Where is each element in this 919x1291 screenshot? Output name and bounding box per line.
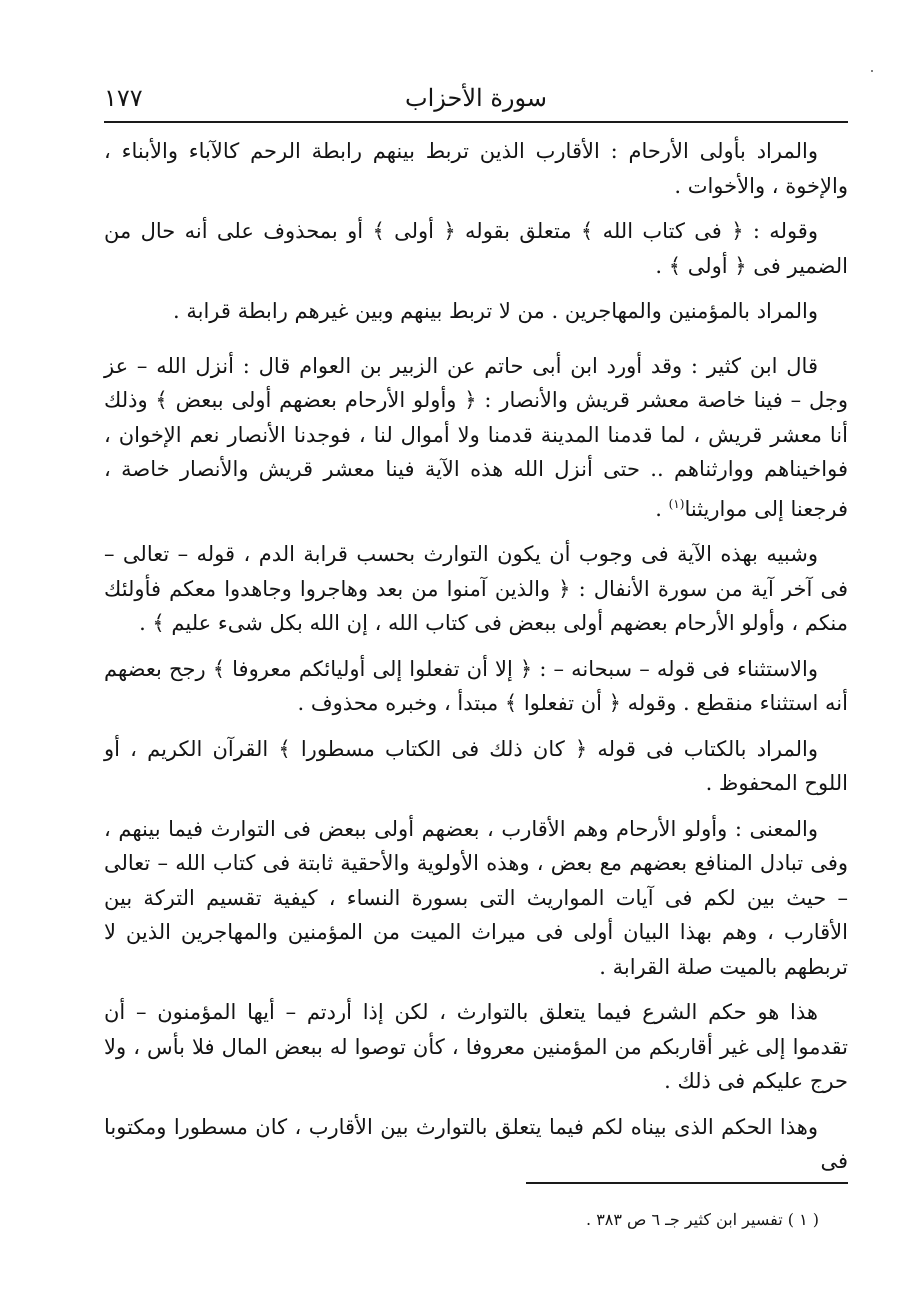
- body-text: [104, 134, 848, 1179]
- scan-speck: [871, 70, 873, 72]
- footnote-rule: [526, 1182, 848, 1184]
- paragraph: هذا هو حكم الشرع فيما يتعلق بالتوارث ، لكن إذا أردتم – أيها المؤمنون – أن تقدموا إلى غير أقاربكم من المؤمنين معروفا ، كأن توصوا له ببعض المال فلا بأس ، ولا حرج عليكم فى ذلك .: [104, 1000, 848, 1093]
- paragraph: والمراد بأولى الأرحام : الأقارب الذين تربط بينهم رابطة الرحم كالآباء والأبناء ، والإخوة ، والأخوات .: [104, 139, 848, 198]
- header-rule: [104, 121, 848, 123]
- paragraph-end: .: [655, 496, 669, 521]
- paragraph: وشبيه بهذه الآية فى وجوب أن يكون التوارث بحسب قرابة الدم ، قوله – تعالى – فى آخر آية من سورة الأنفال : ﴿ والذين آمنوا من بعد وهاجروا وجاهدوا معكم فأولئك منكم ، وأولو الأرحام بعضهم أولى ببعض فى كتاب الله ، إن الله بكل شىء عليم ﴾ .: [104, 542, 848, 635]
- page-number: ١٧٧: [104, 84, 143, 112]
- paragraph: والمعنى : وأولو الأرحام وهم الأقارب ، بعضهم أولى ببعض فى التوارث فيما بينهم ، وفى تبادل المنافع بعضهم مع بعض ، وهذه الأولوية والأحقية ثابتة فى كتاب الله – تعالى – حيث بين لكم فى آيات المواريث التى بسورة النساء ، كيفية تقسيم التركة بين الأقارب ، وهم بهذا البيان أولى فى ميراث الميت من المؤمنين والمهاجرين الذين لا تربطهم بالميت صلة القرابة .: [104, 816, 848, 979]
- paragraph: وقوله : ﴿ فى كتاب الله ﴾ متعلق بقوله ﴿ أولى ﴾ أو بمحذوف على أنه حال من الضمير فى ﴿ أولى ﴾ .: [104, 219, 848, 278]
- page-header: [104, 78, 848, 118]
- paragraph: والاستثناء فى قوله – سبحانه – : ﴿ إلا أن تفعلوا إلى أوليائكم معروفا ﴾ رجح بعضهم أنه استثناء منقطع . وقوله ﴿ أن تفعلوا ﴾ مبتدأ ، وخبره محذوف .: [104, 656, 848, 715]
- paragraph: وهذا الحكم الذى بيناه لكم فيما يتعلق بالتوارث بين الأقارب ، كان مسطورا ومكتوبا فى: [104, 1114, 848, 1173]
- paragraph-text: قال ابن كثير : وقد أورد ابن أبى حاتم عن الزبير بن العوام قال : أنزل الله – عز وجل – فينا خاصة معشر قريش والأنصار : ﴿ وأولو الأرحام بعضهم أولى ببعض ﴾ وذلك أنا معشر قريش ، لما قدمنا المدينة قدمنا ولا أموال لنا ، فوجدنا الأنصار نعم الإخوان ، فواخيناهم ووارثناهم .. حتى أنزل الله هذه الآية فينا معشر قريش والأنصار خاصة ، فرجعنا إلى مواريثنا: [104, 353, 848, 521]
- paragraph: [104, 349, 848, 527]
- running-title: سورة الأحزاب: [405, 84, 547, 112]
- footnote-marker: (١): [668, 496, 685, 511]
- paragraph: والمراد بالمؤمنين والمهاجرين . من لا تربط بينهم وبين غيرهم رابطة قرابة .: [172, 299, 818, 323]
- paragraph: والمراد بالكتاب فى قوله ﴿ كان ذلك فى الكتاب مسطورا ﴾ القرآن الكريم ، أو اللوح المحفوظ .: [104, 736, 848, 795]
- footnote: ( ١ ) تفسير ابن كثير جـ ٦ ص ٣٨٣ .: [586, 1210, 819, 1229]
